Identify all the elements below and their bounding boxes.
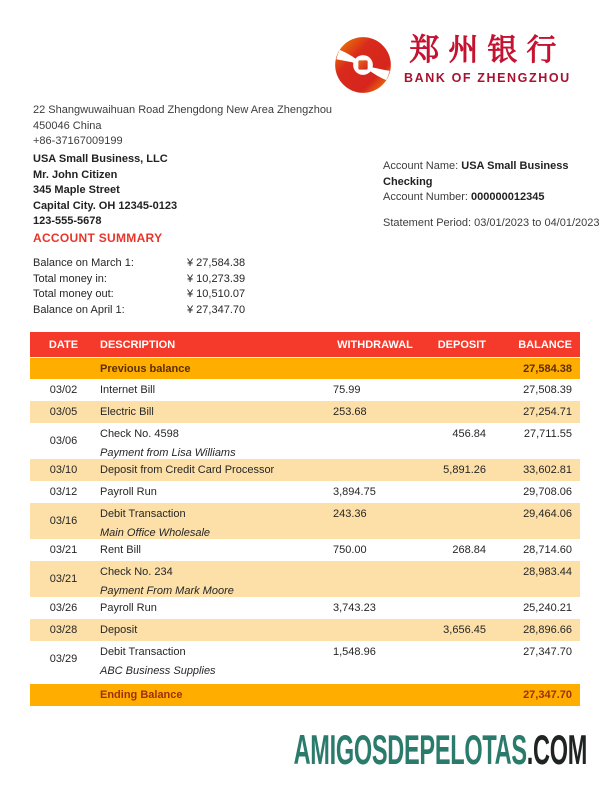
- brand-block: [334, 33, 571, 94]
- transaction-row: [30, 539, 580, 561]
- transaction-row: [30, 641, 580, 677]
- summary-label: Balance on April 1:: [33, 303, 125, 316]
- transaction-date: 03/16: [49, 515, 78, 527]
- transaction-date: 03/05: [49, 406, 78, 418]
- transaction-description: [97, 539, 330, 561]
- transaction-balance: 28,896.66: [523, 624, 572, 636]
- transaction-withdrawal: 243.36: [333, 508, 367, 520]
- transaction-balance: 27,347.70: [523, 646, 572, 658]
- table-header-row: [30, 332, 580, 357]
- transaction-withdrawal: 3,894.75: [333, 486, 376, 498]
- transaction-note: Main Office Wholesale: [100, 527, 211, 539]
- transaction-withdrawal: 253.68: [333, 406, 367, 418]
- summary-row: [33, 256, 245, 272]
- transaction-description: [97, 481, 330, 503]
- watermark-suffix: .COM: [526, 726, 587, 773]
- account-summary: [33, 256, 245, 318]
- previous-balance-date: [30, 358, 97, 379]
- summary-value: ¥ 27,584.38: [187, 257, 246, 269]
- bank-english-name: BANK OF ZHENGZHOU: [404, 71, 571, 85]
- transaction-withdrawal: 3,743.23: [333, 602, 376, 614]
- ending-balance-amount: 27,347.70: [523, 689, 572, 701]
- transaction-row: [30, 423, 580, 459]
- transaction-row: [30, 503, 580, 539]
- transaction-date: 03/28: [49, 624, 78, 636]
- transaction-withdrawal: 750.00: [333, 544, 367, 556]
- customer-contact: Mr. John Citizen: [33, 168, 118, 181]
- previous-balance-row: [30, 358, 580, 379]
- transaction-description-main: Payroll Run: [100, 486, 157, 498]
- transaction-row: [30, 561, 580, 597]
- transaction-deposit: [420, 379, 490, 401]
- transaction-row: [30, 619, 580, 641]
- transaction-deposit: 5,891.26: [443, 464, 486, 476]
- transaction-date: 03/06: [49, 435, 78, 447]
- customer-city: Capital City. OH 12345-0123: [33, 199, 178, 212]
- header-date: DATE: [48, 338, 79, 351]
- transaction-description: [97, 379, 330, 401]
- transaction-withdrawal: [330, 619, 420, 641]
- transaction-description-main: Rent Bill: [100, 544, 141, 556]
- transaction-description: [97, 503, 330, 539]
- previous-balance-amount: 27,584.38: [523, 362, 572, 375]
- transaction-description: [97, 423, 330, 459]
- statement-period-row: [383, 216, 609, 232]
- transaction-deposit: 456.84: [452, 428, 486, 440]
- customer-phone: 123-555-5678: [33, 215, 102, 227]
- account-number-label: Account Number:: [383, 191, 472, 203]
- customer-address: [33, 152, 177, 230]
- transaction-deposit: 3,656.45: [443, 624, 486, 636]
- bank-address-line: +86-37167009199: [33, 135, 123, 147]
- transaction-description-main: Internet Bill: [100, 384, 156, 396]
- transaction-balance: 33,602.81: [523, 464, 572, 476]
- summary-row: [33, 287, 245, 303]
- transaction-description: [97, 459, 330, 481]
- transaction-withdrawal: 1,548.96: [333, 646, 376, 658]
- account-info: [383, 159, 609, 231]
- bank-address-line: 22 Shangwuwaihuan Road Zhengdong New Area Zhengzhou: [33, 104, 333, 116]
- transaction-description: [97, 619, 330, 641]
- transaction-date: 03/21: [49, 573, 78, 585]
- watermark: [294, 726, 587, 774]
- transaction-balance: 29,464.06: [523, 508, 572, 520]
- ending-balance-label: Ending Balance: [100, 689, 183, 701]
- summary-row: [33, 272, 245, 288]
- summary-label: Total money out:: [33, 288, 114, 300]
- account-summary-title: ACCOUNT SUMMARY: [33, 231, 163, 245]
- summary-value: ¥ 10,273.39: [187, 272, 246, 285]
- summary-row: [33, 303, 245, 319]
- bank-chinese-name: 郑州银行: [409, 33, 566, 68]
- transaction-description-main: Debit Transaction: [100, 508, 186, 520]
- transaction-withdrawal: 75.99: [333, 384, 361, 396]
- account-name-value: USA Small Business Checking: [383, 160, 569, 188]
- transaction-description-main: Deposit from Credit Card Processor: [100, 464, 275, 476]
- customer-name: USA Small Business, LLC: [33, 153, 168, 165]
- summary-label: Total money in:: [33, 272, 107, 285]
- transaction-note: Payment from Lisa Williams: [100, 447, 236, 459]
- transaction-description-main: Deposit: [100, 624, 138, 636]
- transaction-date: 03/10: [49, 464, 78, 476]
- transaction-balance: 27,711.55: [523, 428, 572, 440]
- transaction-balance: 27,508.39: [523, 384, 572, 396]
- transaction-row: [30, 379, 580, 401]
- transaction-row: [30, 597, 580, 619]
- bank-address: [33, 103, 332, 150]
- transactions-table: [30, 332, 580, 706]
- bank-address-line: 450046 China: [33, 119, 102, 132]
- previous-balance-label: Previous balance: [100, 362, 191, 375]
- transaction-deposit: [420, 641, 490, 677]
- ending-balance-row: [30, 684, 580, 706]
- account-name-row: [383, 159, 609, 190]
- transaction-date: 03/02: [49, 384, 78, 396]
- transaction-description: [97, 641, 330, 677]
- transaction-withdrawal: [330, 423, 420, 459]
- transaction-balance: 27,254.71: [523, 406, 572, 418]
- transactions-body: [30, 379, 580, 677]
- transaction-balance: 29,708.06: [523, 486, 572, 498]
- transaction-description-main: Electric Bill: [100, 406, 154, 418]
- transaction-description: [97, 597, 330, 619]
- watermark-main: AMIGOSDEPELOTAS: [293, 726, 527, 773]
- bank-logo-icon: [334, 36, 392, 94]
- brand-text: [404, 33, 571, 85]
- transaction-balance: 28,714.60: [523, 544, 572, 556]
- customer-street: 345 Maple Street: [33, 184, 120, 196]
- transaction-description: [97, 401, 330, 423]
- transaction-description-main: Payroll Run: [100, 602, 157, 614]
- transaction-withdrawal: [330, 561, 420, 597]
- header-balance: BALANCE: [518, 338, 572, 351]
- transaction-row: [30, 401, 580, 423]
- transaction-date: 03/26: [49, 602, 78, 614]
- table-gap: [30, 677, 580, 684]
- transaction-deposit: [420, 561, 490, 597]
- header-deposit: DEPOSIT: [437, 338, 486, 351]
- account-number-value: 000000012345: [471, 191, 545, 203]
- transaction-description-main: Check No. 4598: [100, 428, 179, 440]
- transaction-date: 03/21: [49, 544, 78, 556]
- transaction-deposit: [420, 481, 490, 503]
- header-withdrawal: WITHDRAWAL: [337, 338, 413, 351]
- transaction-deposit: [420, 597, 490, 619]
- summary-label: Balance on March 1:: [33, 257, 134, 269]
- transaction-deposit: 268.84: [452, 544, 486, 556]
- transaction-balance: 25,240.21: [523, 602, 572, 614]
- transaction-deposit: [420, 401, 490, 423]
- transaction-description-main: Debit Transaction: [100, 646, 186, 658]
- transaction-balance: 28,983.44: [523, 566, 572, 578]
- account-number-row: [383, 190, 609, 206]
- transaction-note: ABC Business Supplies: [100, 665, 216, 677]
- statement-period-value: 03/01/2023 to 04/01/2023: [474, 216, 600, 229]
- transaction-row: [30, 481, 580, 503]
- transaction-date: 03/29: [49, 653, 78, 665]
- statement-period-label: Statement Period:: [383, 216, 475, 229]
- header-description: DESCRIPTION: [100, 338, 176, 351]
- transaction-note: Payment From Mark Moore: [100, 585, 234, 597]
- transaction-row: [30, 459, 580, 481]
- transaction-deposit: [420, 503, 490, 539]
- transaction-date: 03/12: [49, 486, 78, 498]
- transaction-description-main: Check No. 234: [100, 566, 173, 578]
- transaction-withdrawal: [330, 459, 420, 481]
- account-name-label: Account Name:: [383, 160, 462, 172]
- transaction-description: [97, 561, 330, 597]
- summary-value: ¥ 27,347.70: [187, 303, 246, 316]
- summary-value: ¥ 10,510.07: [187, 288, 246, 300]
